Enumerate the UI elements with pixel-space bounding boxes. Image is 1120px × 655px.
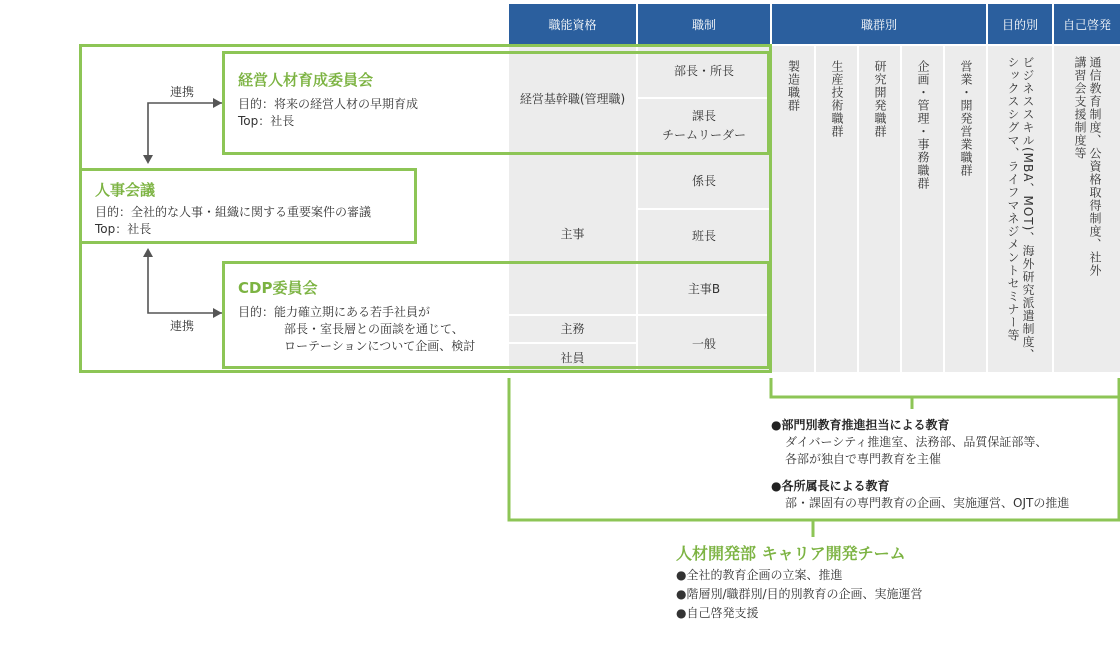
qual-shumu: 主務 <box>509 316 636 342</box>
job-group-label: 研究開発職群 <box>873 60 887 138</box>
office-education-line1: 部・課固有の専門教育の企画、実施運営、OJTの推進 <box>785 496 1070 510</box>
job-group-bracket <box>771 378 1119 397</box>
dept-education-line2: 各部が独自で専門教育を主催 <box>785 452 942 466</box>
arrow-head-icon <box>213 308 222 318</box>
job-group-label: 企画・管理・事務職群 <box>916 60 930 190</box>
jinji-meeting-title: 人事会議 <box>95 181 156 199</box>
arrow-head-icon <box>143 248 153 257</box>
cdp-committee-title: CDP委員会 <box>238 279 318 297</box>
dept-education-title: ●部門別教育推進担当による教育 <box>771 418 950 432</box>
keiei-committee-purpose: 目的：将来の経営人材の早期育成 <box>238 97 419 111</box>
header-qualification: 職能資格 <box>509 4 636 44</box>
cdp-committee-purpose-2: 部長・室長層との面談を通じて、 <box>284 322 464 336</box>
pos-bucho: 部長・所長 <box>638 46 770 97</box>
office-education-title: ●各所属長による教育 <box>771 479 890 493</box>
job-group-label: 生産技術職群 <box>830 60 844 138</box>
career-team-block <box>676 541 1056 622</box>
header-position: 職制 <box>638 4 770 44</box>
link-label-top: 連携 <box>170 85 195 99</box>
career-team-item: ●自己啓発支援 <box>676 606 759 620</box>
pos-shuji-b: 主事B <box>638 264 770 314</box>
pos-hancho: 班長 <box>638 210 770 262</box>
pos-kacho: 課長 チームリーダー <box>638 99 770 152</box>
purpose-text: ビジネススキル(MBA、MOT)、海外研究派遣制度、シックスシグマ、ライフマネジメントセミナー等 <box>1006 56 1035 362</box>
career-team-item: ●全社的教育企画の立案、推進 <box>676 568 843 582</box>
dept-education-line1: ダイバーシティ推進室、法務部、品質保証部等、 <box>785 435 1048 449</box>
keiei-committee-top: Top：社長 <box>238 114 295 128</box>
link-line-top <box>148 103 222 158</box>
pos-kakaricho: 係長 <box>638 154 770 208</box>
qual-shuji: 主事 <box>509 154 636 314</box>
header-self-dev: 自己啓発 <box>1054 4 1120 44</box>
arrow-head-icon <box>213 98 222 108</box>
jinji-meeting-purpose: 目的：全社的な人事・組織に関する重要案件の審議 <box>95 205 372 219</box>
cdp-committee-purpose-1: 目的：能力確立期にある若手社員が <box>238 305 431 319</box>
pos-ippan: 一般 <box>638 316 770 372</box>
jinji-meeting-top: Top：社長 <box>95 222 152 236</box>
header-job-group: 職群別 <box>772 4 986 44</box>
arrow-head-icon <box>143 155 153 164</box>
cdp-committee-purpose-3: ローテーションについて企画、検討 <box>284 339 476 353</box>
qual-shain: 社員 <box>509 344 636 372</box>
header-purpose: 目的別 <box>988 4 1052 44</box>
link-line-bottom <box>148 254 222 313</box>
office-education-block <box>771 478 1116 512</box>
self-dev-text: 通信教育制度、公資格取得制度、社外講習会支援制度等 <box>1073 56 1102 277</box>
career-team-title: 人材開発部 キャリア開発チーム <box>676 544 906 563</box>
qual-management: 経営基幹職(管理職) <box>509 46 636 152</box>
job-group-label: 営業・開発営業職群 <box>959 60 973 177</box>
keiei-committee-title: 経営人材育成委員会 <box>238 71 374 89</box>
job-group-label: 製造職群 <box>786 60 801 112</box>
career-team-item: ●階層別/職群別/目的別教育の企画、実施運営 <box>676 587 923 601</box>
dept-education-block <box>771 417 1116 468</box>
link-label-bottom: 連携 <box>170 319 195 333</box>
